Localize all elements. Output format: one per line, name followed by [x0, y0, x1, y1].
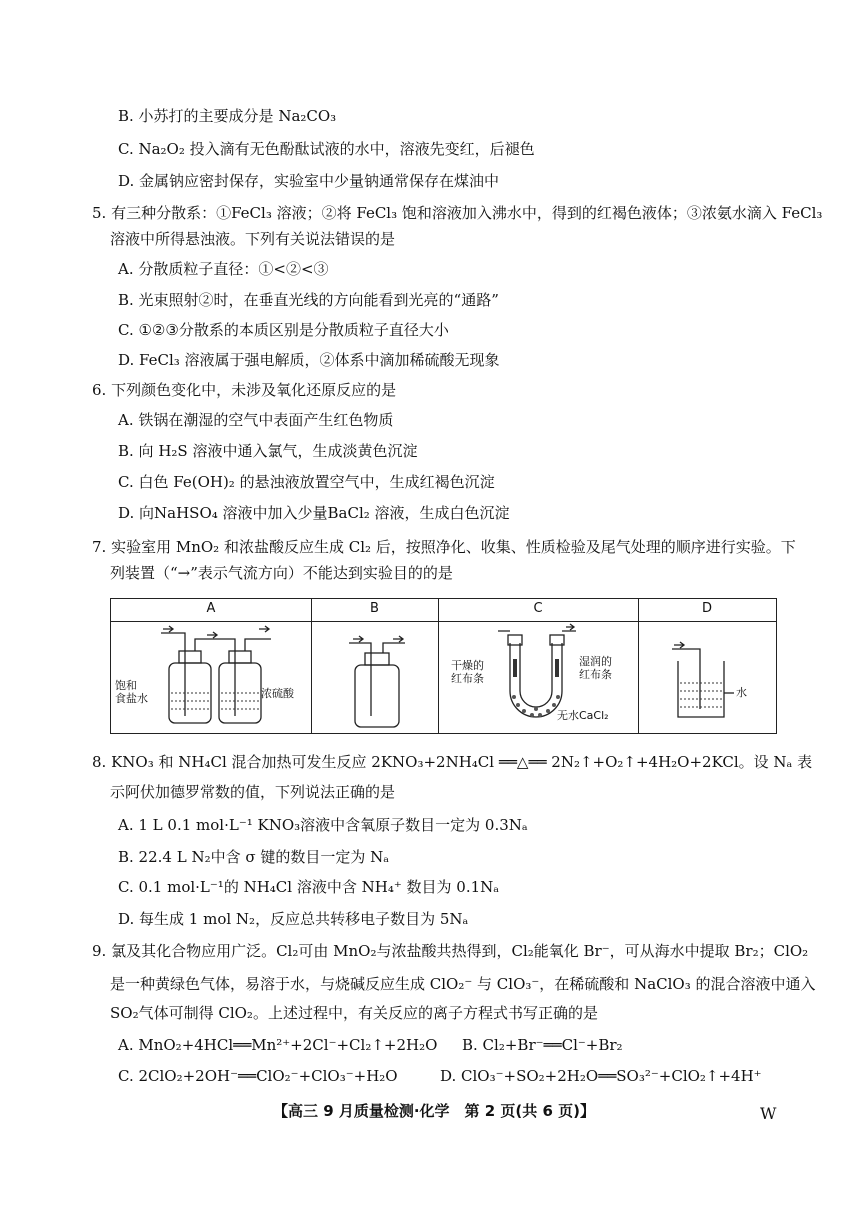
- corner-mark: W: [760, 1104, 777, 1123]
- q4-option-c: C. Na₂O₂ 投入滴有无色酚酞试液的水中，溶液先变红，后褪色: [118, 140, 535, 158]
- q4-option-b: B. 小苏打的主要成分是 Na₂CO₃: [118, 107, 337, 125]
- q5-stem-line1: 5. 有三种分散系：①FeCl₃ 溶液；②将 FeCl₃ 饱和溶液加入沸水中，得到的红褐色液体；③浓氨水滴入 FeCl₃: [92, 204, 823, 222]
- label-water: 水: [736, 686, 747, 699]
- header-c: C: [533, 601, 543, 616]
- q9-stem-line3: SO₂气体可制得 ClO₂。上述过程中，有关反应的离子方程式书写正确的是: [110, 1004, 598, 1022]
- q5-stem-line2: 溶液中所得悬浊液。下列有关说法错误的是: [110, 230, 396, 248]
- q8-option-b: B. 22.4 L N₂中含 σ 键的数目一定为 Nₐ: [118, 848, 390, 866]
- header-b: B: [370, 601, 379, 616]
- q9-stem-line1: 9. 氯及其化合物应用广泛。Cl₂可由 MnO₂与浓盐酸共热得到，Cl₂能氧化 Br⁻，可从海水中提取 Br₂；ClO₂: [92, 942, 809, 960]
- label-dry-red-cloth: 干燥的 红布条: [451, 659, 484, 685]
- q9-option-d: D. ClO₃⁻+SO₂+2H₂O══SO₃²⁻+ClO₂↑+4H⁺: [440, 1067, 762, 1085]
- q6-option-a: A. 铁锅在潮湿的空气中表面产生红色物质: [118, 411, 394, 429]
- q9-option-a: A. MnO₂+4HCl══Mn²⁺+2Cl⁻+Cl₂↑+2H₂O: [118, 1036, 438, 1054]
- apparatus-table-header: [111, 599, 776, 622]
- q9-option-b: B. Cl₂+Br⁻══Cl⁻+Br₂: [462, 1036, 623, 1054]
- q7-stem-line1: 7. 实验室用 MnO₂ 和浓盐酸反应生成 Cl₂ 后，按照净化、收集、性质检验及尾气处理的顺序进行实验。下: [92, 538, 796, 556]
- label-anhydrous-cacl2: 无水CaCl₂: [557, 709, 609, 722]
- label-conc-sulfuric-acid: 浓硫酸: [261, 687, 294, 700]
- q5-option-c: C. ①②③分散系的本质区别是分散质粒子直径大小: [118, 321, 449, 339]
- label-saturated-brine: 饱和 食盐水: [115, 679, 148, 705]
- q8-option-a: A. 1 L 0.1 mol·L⁻¹ KNO₃溶液中含氧原子数目一定为 0.3Nₐ: [118, 816, 528, 834]
- q7-stem-line2: 列装置（“→”表示气流方向）不能达到实验目的的是: [110, 564, 453, 582]
- header-a: A: [206, 601, 216, 616]
- q4-option-d: D. 金属钠应密封保存，实验室中少量钠通常保存在煤油中: [118, 172, 500, 190]
- apparatus-d-drawing: [638, 621, 776, 733]
- q8-stem-line1: 8. KNO₃ 和 NH₄Cl 混合加热可发生反应 2KNO₃+2NH₄Cl ══△══ 2N₂↑+O₂↑+4H₂O+2KCl。设 Nₐ 表: [92, 753, 813, 771]
- apparatus-a-drawing: [111, 621, 311, 733]
- q9-stem-line2: 是一种黄绿色气体，易溶于水，与烧碱反应生成 ClO₂⁻ 与 ClO₃⁻，在稀硫酸和 NaClO₃ 的混合溶液中通入: [110, 975, 816, 993]
- page-footer: 【高三 9 月质量检测·化学 第 2 页(共 6 页)】: [272, 1102, 596, 1120]
- q8-stem-line2: 示阿伏加德罗常数的值，下列说法正确的是: [110, 783, 396, 801]
- apparatus-b-drawing: [311, 621, 438, 733]
- label-wet-red-cloth: 湿润的 红布条: [579, 655, 612, 681]
- q5-option-d: D. FeCl₃ 溶液属于强电解质，②体系中滴加稀硫酸无现象: [118, 351, 500, 369]
- q8-option-d: D. 每生成 1 mol N₂，反应总共转移电子数目为 5Nₐ: [118, 910, 469, 928]
- apparatus-table: [110, 598, 777, 734]
- q6-stem: 6. 下列颜色变化中，未涉及氧化还原反应的是: [92, 381, 397, 399]
- q6-option-d: D. 向NaHSO₄ 溶液中加入少量BaCl₂ 溶液，生成白色沉淀: [118, 504, 510, 522]
- header-d: D: [701, 601, 712, 616]
- q6-option-c: C. 白色 Fe(OH)₂ 的悬浊液放置空气中，生成红褐色沉淀: [118, 473, 495, 491]
- q9-option-c: C. 2ClO₂+2OH⁻══ClO₂⁻+ClO₃⁻+H₂O: [118, 1067, 398, 1085]
- q6-option-b: B. 向 H₂S 溶液中通入氯气，生成淡黄色沉淀: [118, 442, 418, 460]
- q5-option-b: B. 光束照射②时，在垂直光线的方向能看到光亮的“通路”: [118, 291, 499, 309]
- q5-option-a: A. 分散质粒子直径：①<②<③: [118, 260, 329, 278]
- q8-option-c: C. 0.1 mol·L⁻¹的 NH₄Cl 溶液中含 NH₄⁺ 数目为 0.1Nₐ: [118, 878, 500, 896]
